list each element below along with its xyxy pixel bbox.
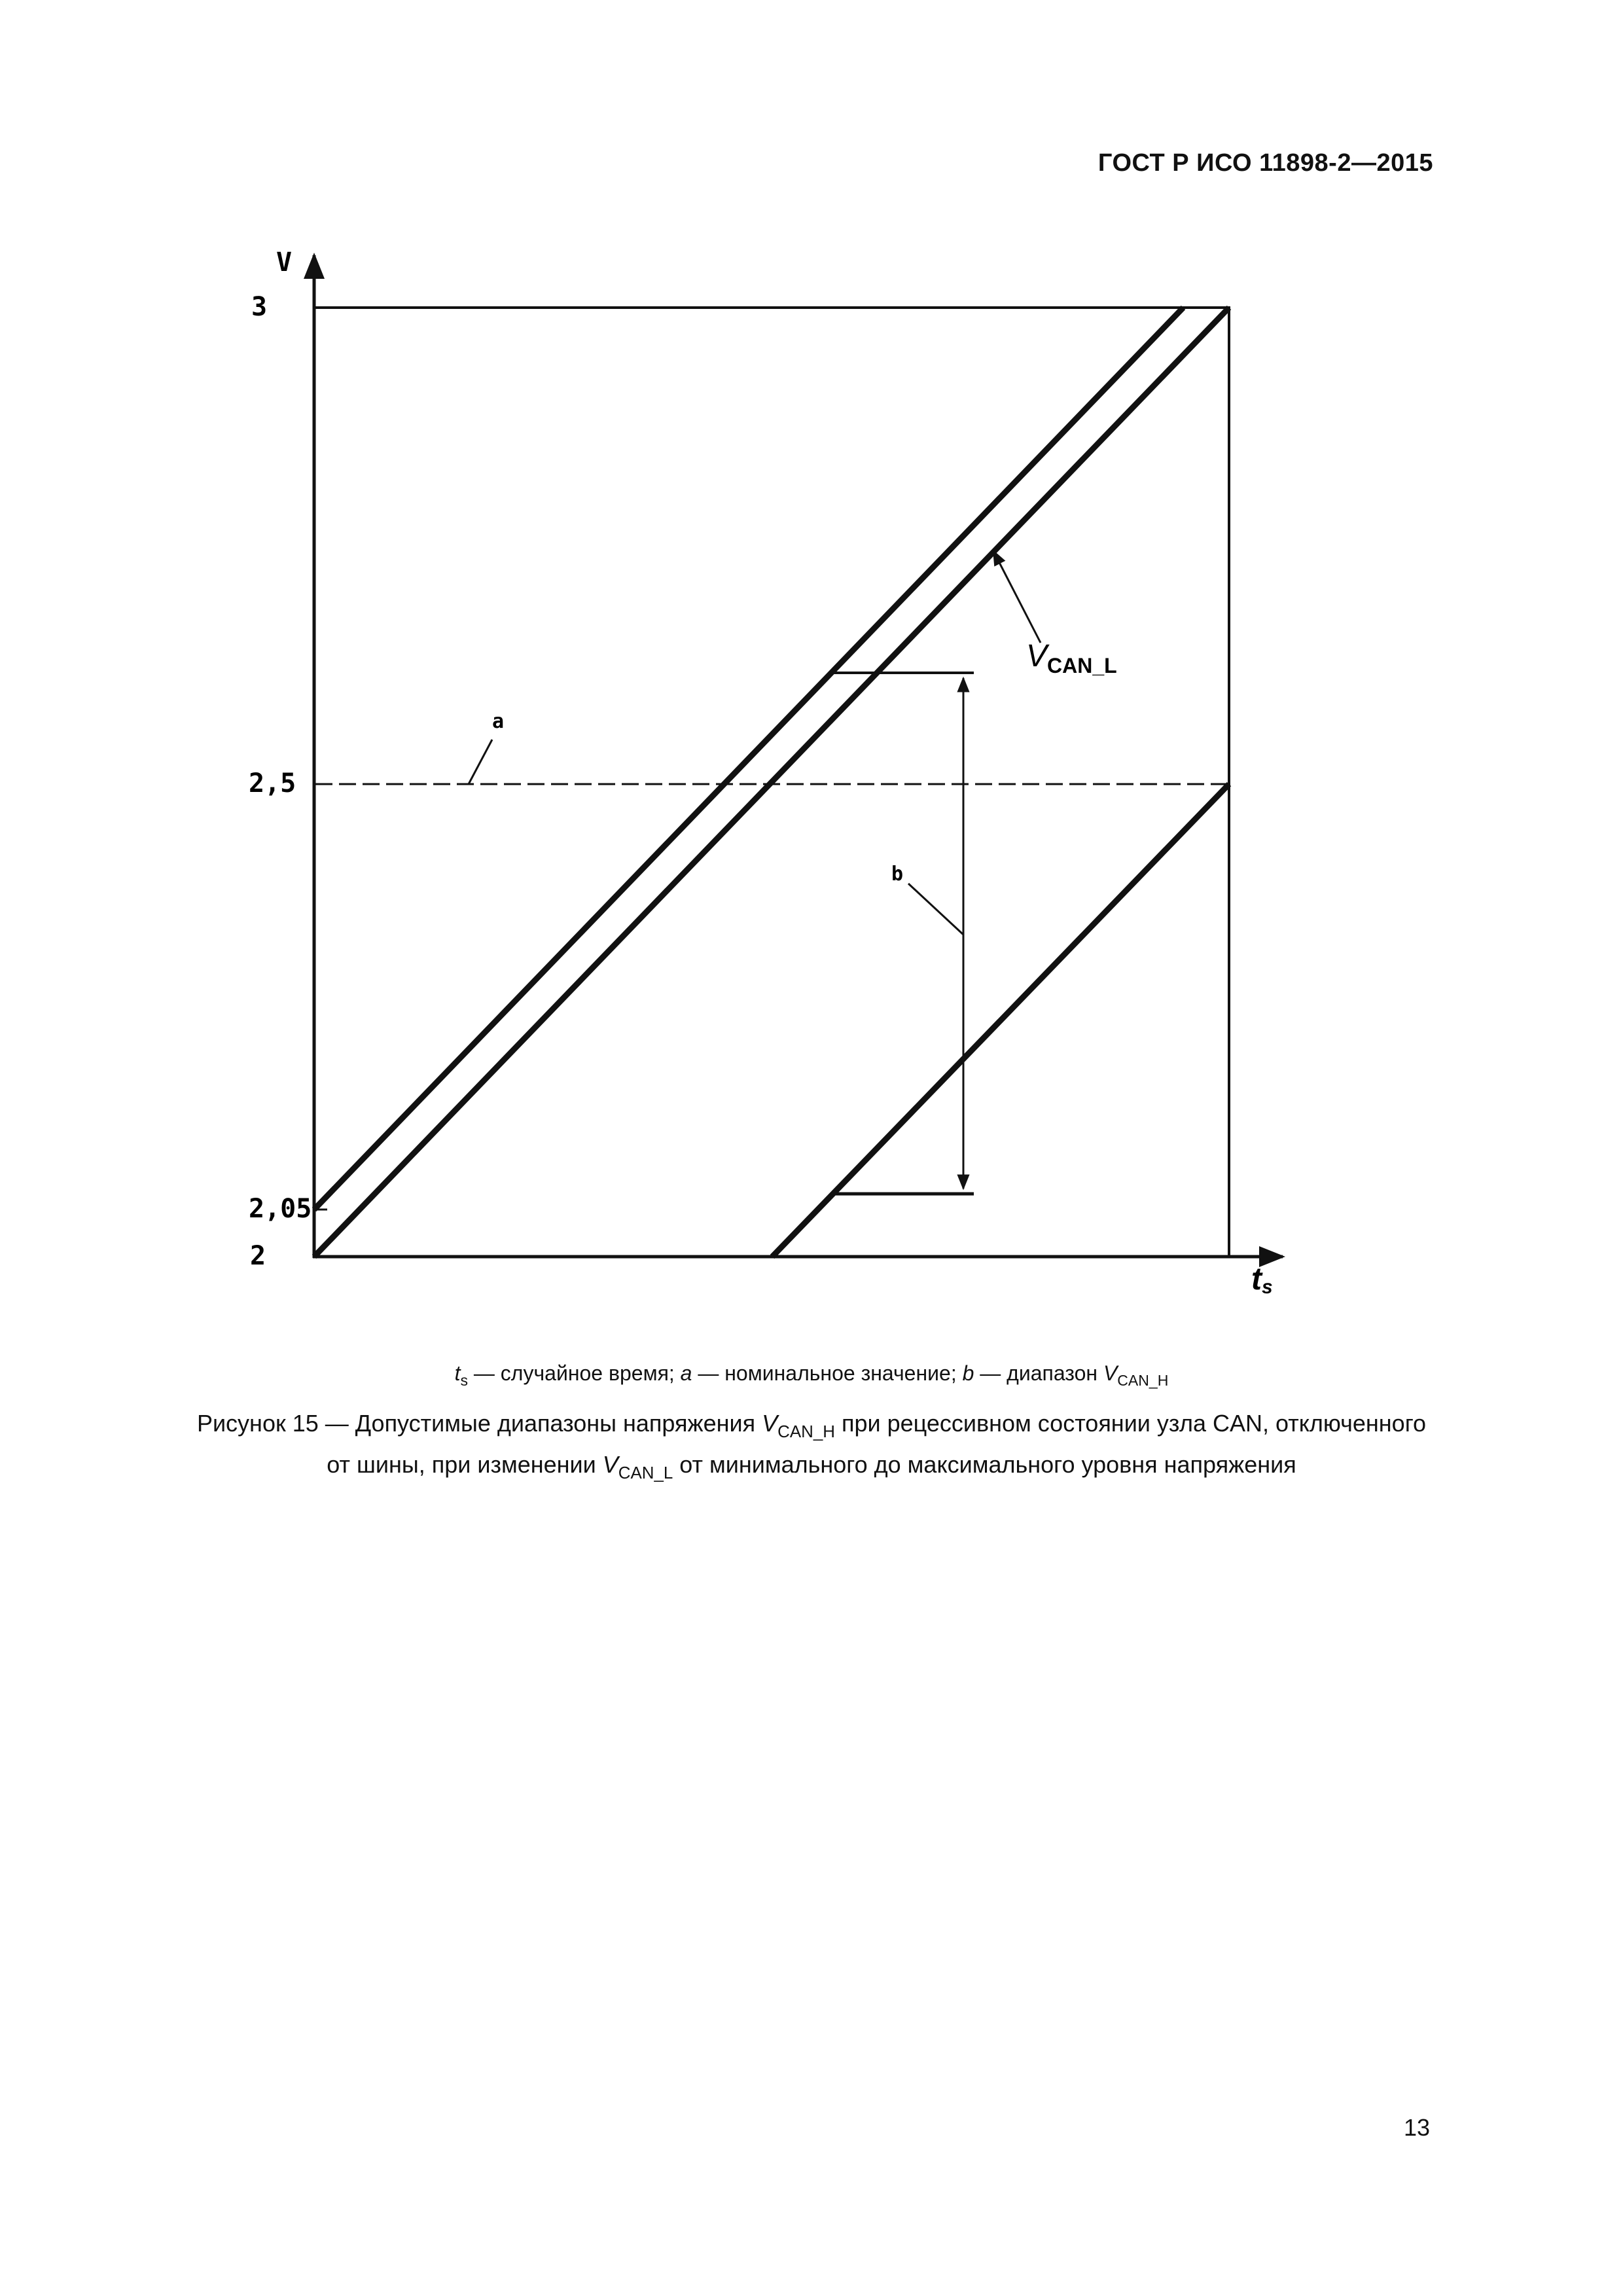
caption-line-1: Рисунок 15 — Допустимые диапазоны напряжения $V_{CAN\_H}$ при рецессивном состоянии узла CAN, отключенного [196,1410,1427,1442]
range-b-leader [908,884,963,935]
figure-legend: $t_s$ — случайное время; a — номинальное значение; b — диапазон $V_{CAN\_H}$ [454,1361,1169,1390]
y-tick-2: 2 [250,1241,266,1271]
y-tick-3: 3 [251,292,268,322]
figure-caption [131,1407,1492,1490]
x-axis-label: ts [1251,1262,1273,1298]
vcan-l-line [314,308,1229,1257]
caption-line-2: от шины, при изменении $V_{CAN\_L}$ от минимального до максимального уровня напряжения [327,1451,1296,1483]
y-tick-2-05: 2,05 [249,1194,312,1224]
vcan-h-lower-line [772,784,1229,1257]
range-b-label: b [891,863,904,886]
y-axis-label: V [276,247,293,278]
nominal-a-leader [469,740,492,784]
vcan-l-leader [993,551,1041,643]
nominal-a-label: a [492,710,505,733]
page-number: 13 [1403,2114,1430,2141]
vcan-h-upper-line [314,308,1183,1210]
standard-header: ГОСТ Р ИСО 11898-2—2015 [1097,149,1433,177]
y-tick-2-5: 2,5 [249,768,296,798]
vcan-l-label: $V_{CAN\_L}$ [1026,639,1117,677]
